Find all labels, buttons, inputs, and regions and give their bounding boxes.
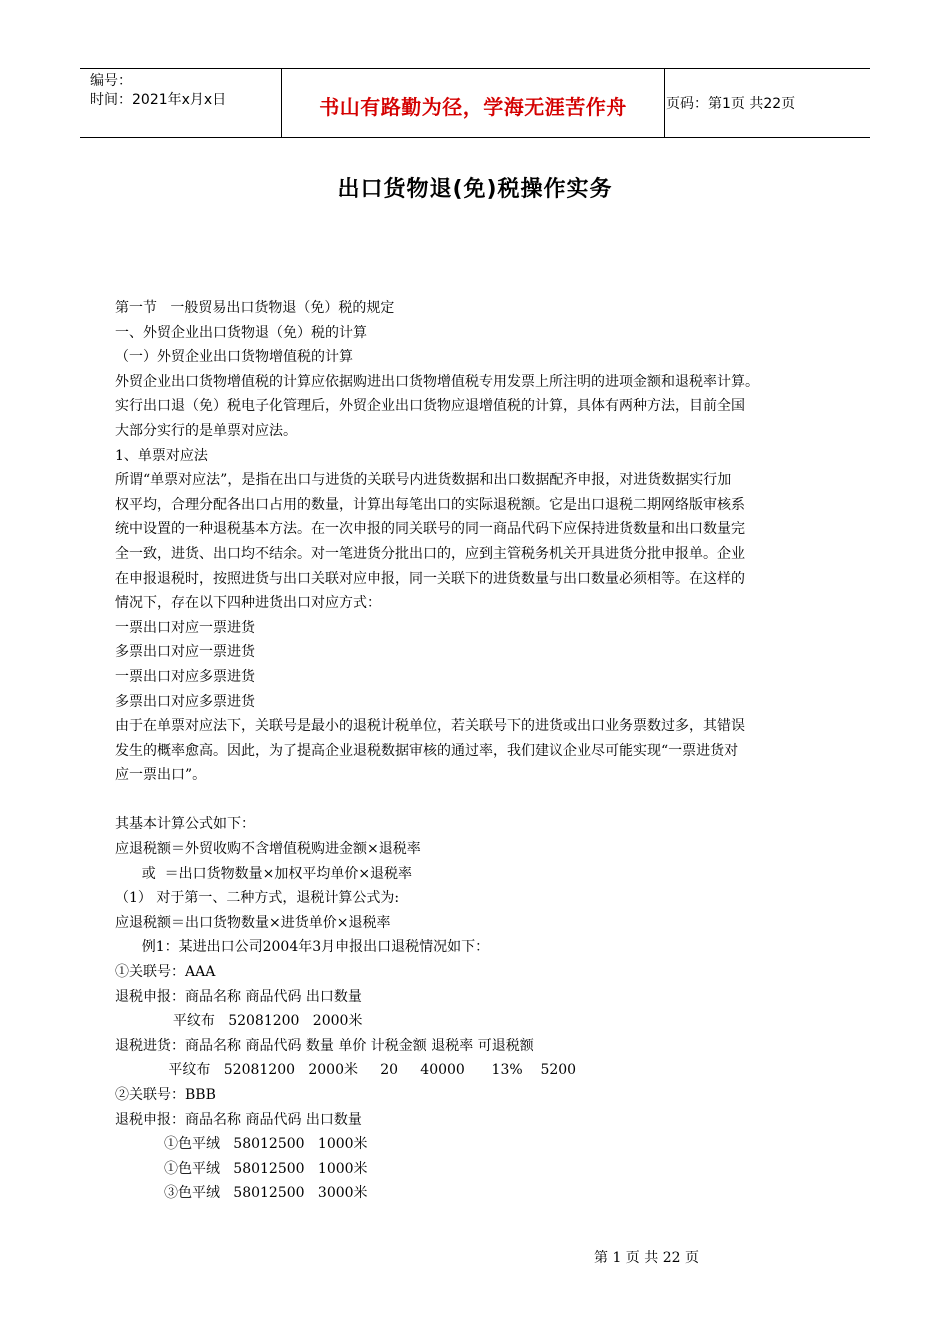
document-header	[80, 68, 870, 138]
body-line: 全一致，进货、出口均不结余。对一笔进货分批出口的，应到主管税务机关开具进货分批申报单。企业	[115, 545, 745, 562]
body-line: 或 ＝出口货物数量×加权平均单价×退税率	[115, 865, 413, 882]
body-line: ①色平绒 58012500 1000米	[115, 1136, 368, 1153]
time-label: 时间：2021年x月x日	[90, 92, 227, 108]
body-line: 一票出口对应一票进货	[115, 619, 255, 636]
body-line: 由于在单票对应法下，关联号是最小的退税计税单位，若关联号下的进货或出口业务票数过多，其错误	[115, 718, 745, 735]
body-line: ③色平绒 58012500 3000米	[115, 1185, 368, 1202]
body-line: 一票出口对应多票进货	[115, 668, 255, 685]
body-line: 平纹布 52081200 2000米 20 40000 13% 5200	[115, 1062, 577, 1079]
body-line: 在申报退税时，按照进货与出口关联对应申报，同一关联下的进货数量与出口数量必须相等。在这样的	[115, 570, 745, 587]
body-line: （1） 对于第一、二种方式，退税计算公式为:	[115, 890, 400, 907]
body-line: 所谓“单票对应法”，是指在出口与进货的关联号内进货数据和出口数据配齐申报，对进货数据实行加	[115, 472, 732, 489]
body-line: 退税进货：商品名称 商品代码 数量 单价 计税金额 退税率 可退税额	[115, 1037, 534, 1054]
body-line: 实行出口退（免）税电子化管理后，外贸企业出口货物应退增值税的计算，具体有两种方法，目前全国	[115, 398, 745, 415]
body-line: 1、单票对应法	[115, 447, 208, 464]
body-line: 其基本计算公式如下：	[115, 816, 255, 833]
header-divider	[664, 69, 665, 137]
body-line: 发生的概率愈高。因此，为了提高企业退税数据审核的通过率，我们建议企业尽可能实现“一票进货对	[115, 742, 739, 759]
body-line: 外贸企业出口货物增值税的计算应依据购进出口货物增值税专用发票上所注明的进项金额和退税率计算。	[115, 373, 759, 390]
body-line	[115, 788, 835, 813]
body-line: 第一节 一般贸易出口货物退（免）税的规定	[115, 300, 395, 316]
body-line: ①关联号：AAA	[115, 964, 216, 981]
number-label: 编号：	[90, 73, 132, 89]
body-line: 一、外贸企业出口货物退（免）税的计算	[115, 324, 367, 341]
body-line: ②关联号：BBB	[115, 1087, 216, 1103]
body-line: 应一票出口”。	[115, 767, 207, 784]
body-line: 平纹布 52081200 2000米	[115, 1013, 363, 1030]
body-line: 统中设置的一种退税基本方法。在一次申报的同关联号的同一商品代码下应保持进货数量和出口数量完	[115, 521, 745, 538]
body-line: 退税申报：商品名称 商品代码 出口数量	[115, 1111, 362, 1128]
body-line: （一）外贸企业出口货物增值税的计算	[115, 349, 353, 366]
body-line: 应退税额＝外贸收购不含增值税购进金额×退税率	[115, 841, 421, 858]
page-footer: 第 1 页 共 22 页	[594, 1250, 699, 1266]
body-line: 例1：某进出口公司2004年3月申报出口退税情况如下：	[115, 939, 490, 956]
body-line: ①色平绒 58012500 1000米	[115, 1160, 368, 1177]
header-page-info: 页码：第1页 共22页	[666, 96, 796, 112]
header-meta	[90, 72, 226, 110]
body-line: 情况下，存在以下四种进货出口对应方式：	[115, 595, 381, 612]
body-line: 多票出口对应一票进货	[115, 644, 255, 661]
body-line: 大部分实行的是单票对应法。	[115, 422, 297, 439]
header-motto: 书山有路勤为径，学海无涯苦作舟	[319, 95, 627, 119]
body-line: 应退税额＝出口货物数量×进货单价×退税率	[115, 914, 391, 931]
page-title: 出口货物退(免)税操作实务	[337, 177, 613, 202]
body-line: 退税申报：商品名称 商品代码 出口数量	[115, 988, 362, 1005]
body-line: 多票出口对应多票进货	[115, 693, 255, 710]
document-body	[115, 296, 835, 1206]
body-line: 权平均，合理分配各出口占用的数量，计算出每笔出口的实际退税额。它是出口退税二期网络版审核系	[115, 496, 745, 513]
